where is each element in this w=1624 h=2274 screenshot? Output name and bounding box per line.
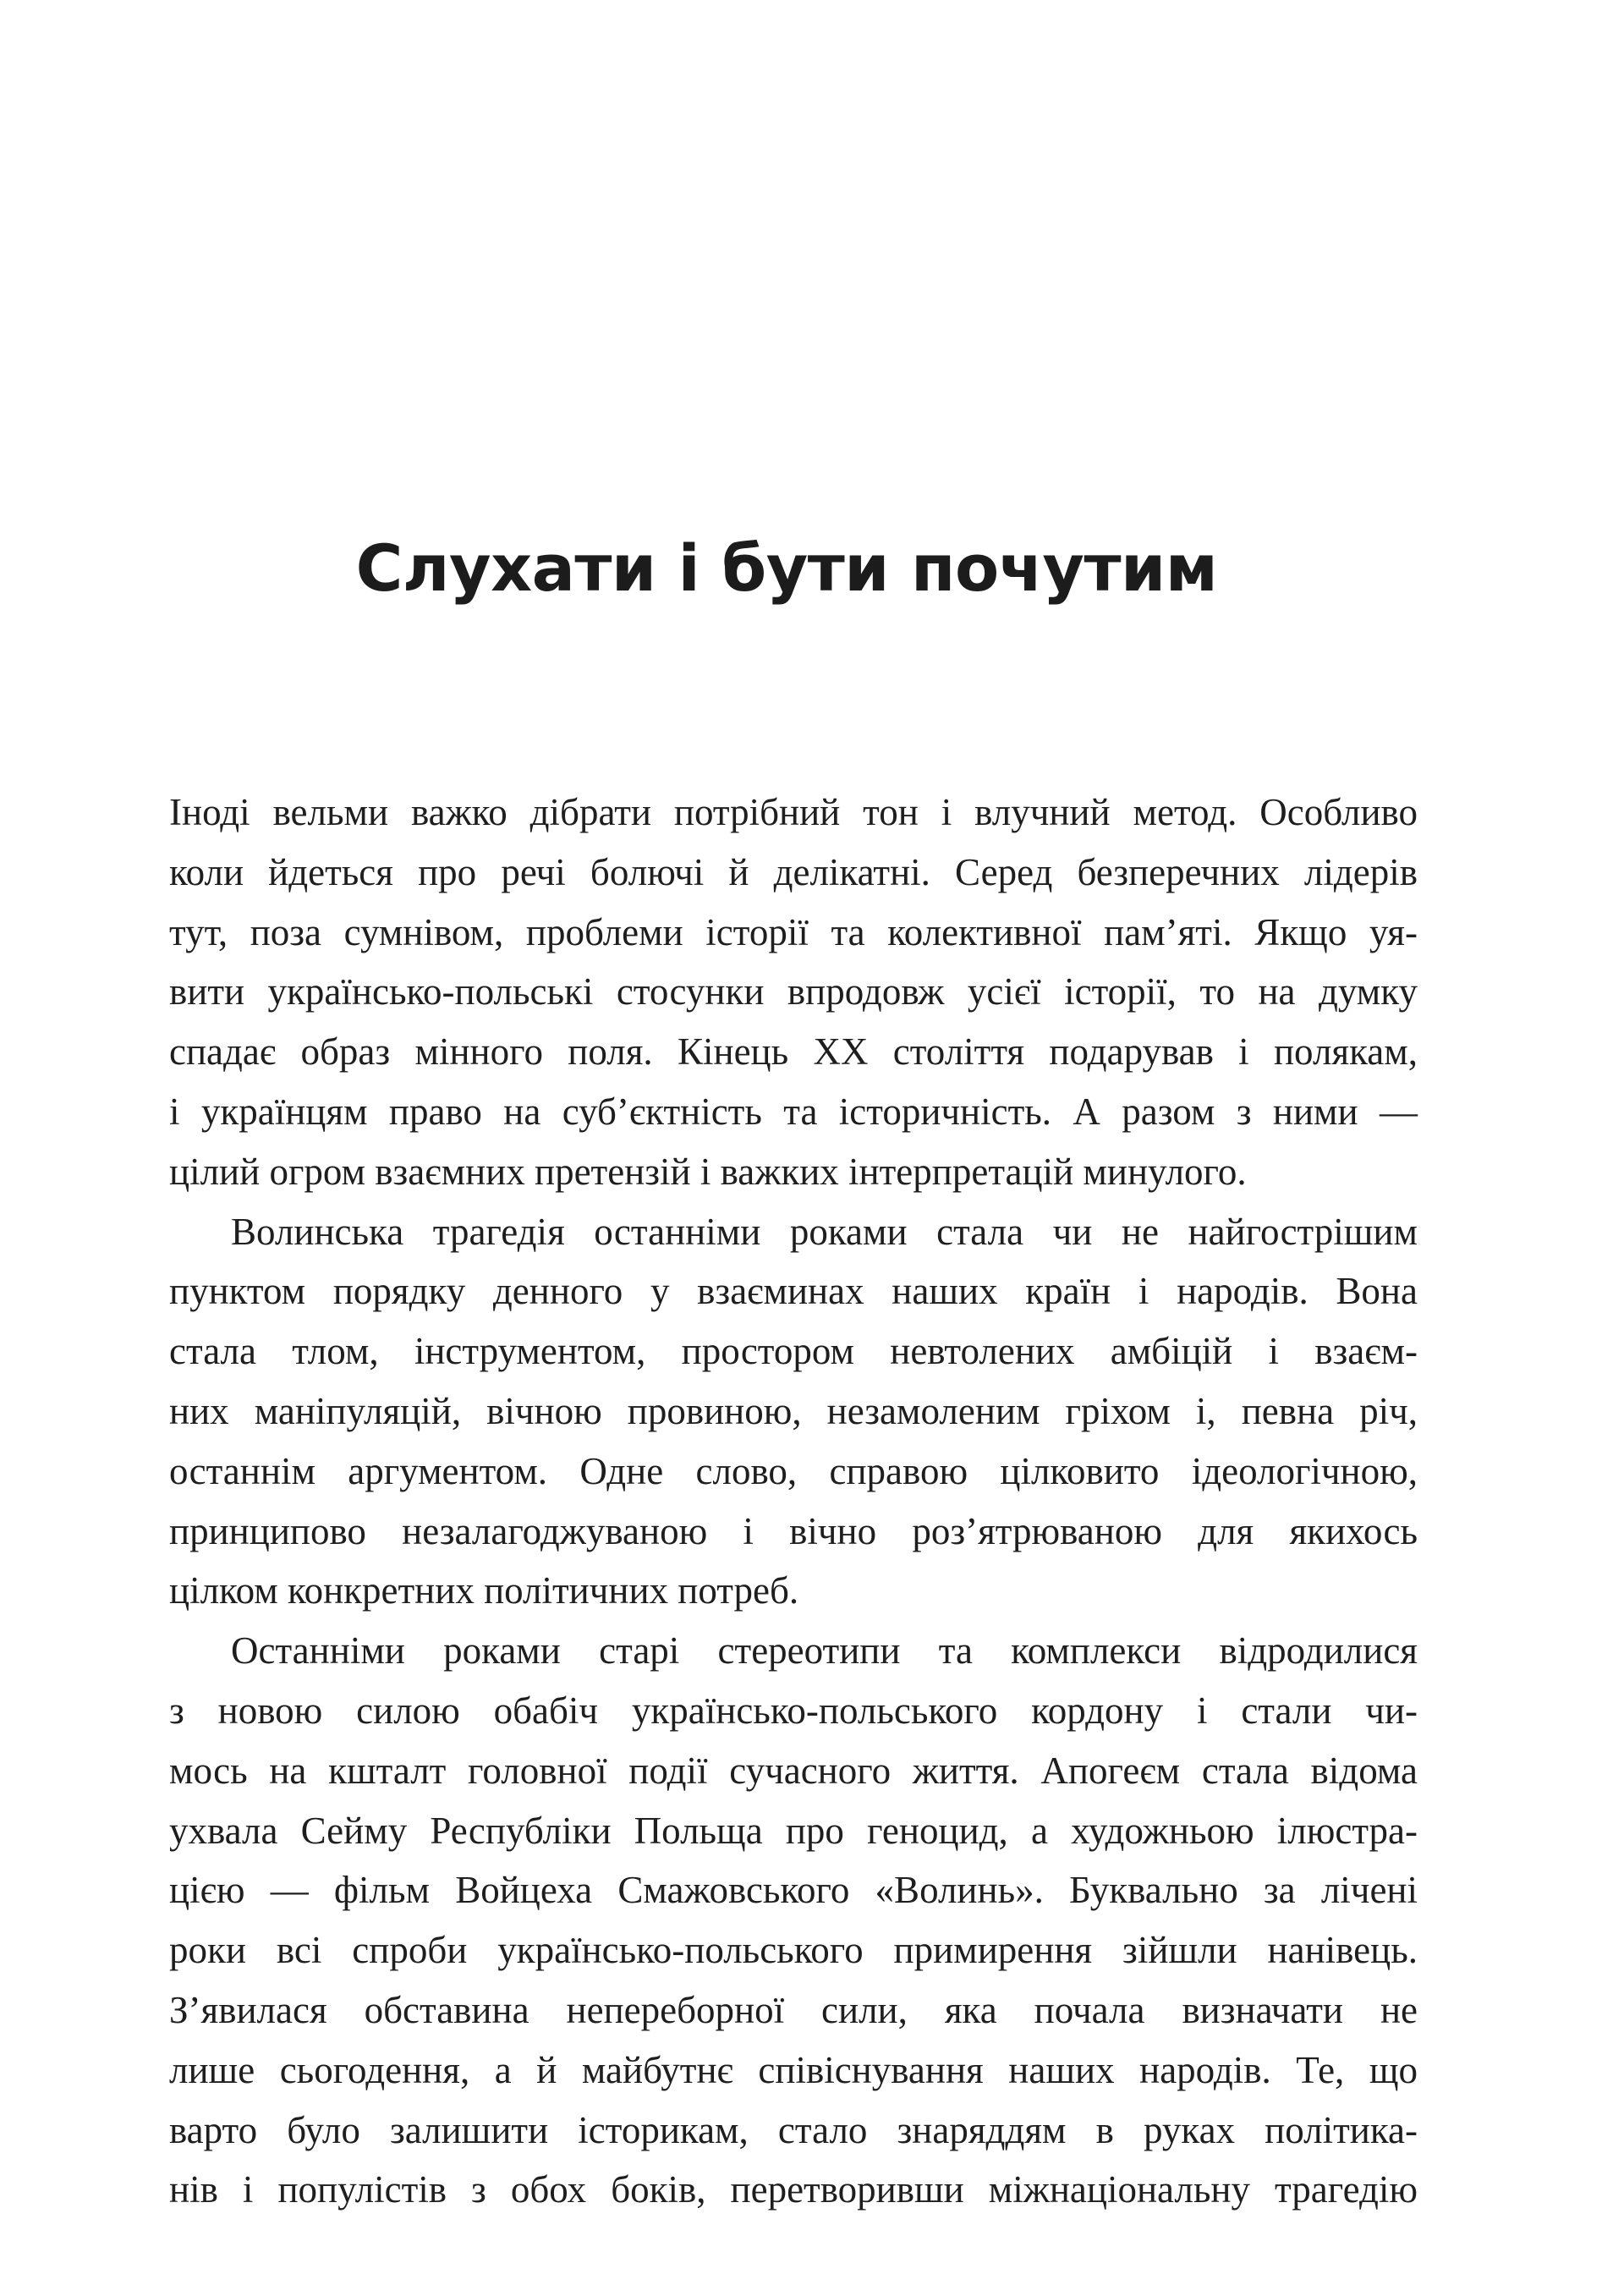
text-line: цілий огром взаємних претензій і важких інтерпретацій минулого.	[169, 1150, 1247, 1193]
text-line: мось на кшталт головної події сучасного життя. Апогеєм стала відома	[169, 1749, 1418, 1792]
text-line: З’явилася обставина непереборної сили, яка почала визначати не	[169, 1988, 1418, 2031]
text-line: Волинська трагедія останніми роками стала чи не найгострішим	[231, 1210, 1418, 1253]
text-line: тут, поза сумнівом, проблеми історії та колективної пам’яті. Якщо уя-	[169, 910, 1418, 953]
text-line: спадає образ мінного поля. Кінець XX століття подарував і полякам,	[169, 1030, 1418, 1074]
text-line: варто було залишити історикам, стало знаряддям в руках політика-	[169, 2108, 1418, 2151]
text-line: Останніми роками старі стереотипи та комплекси відродилися	[231, 1629, 1418, 1673]
chapter-body	[169, 783, 1418, 2220]
text-line: лише сьогодення, а й майбутнє співіснування наших народів. Те, що	[169, 2048, 1418, 2091]
text-line: них маніпуляцій, вічною провиною, незамоленим гріхом і, певна річ,	[169, 1389, 1418, 1432]
text-line: вити українсько-польські стосунки впродовж усієї історії, то на думку	[169, 970, 1418, 1013]
text-line: цілком конкретних політичних потреб.	[169, 1569, 799, 1612]
text-line: останнім аргументом. Одне слово, справою цілковито ідеологічною,	[169, 1449, 1418, 1492]
paragraph	[169, 1621, 1418, 2220]
text-line: роки всі спроби українсько-польського примирення зійшли нанівець.	[169, 1929, 1418, 1972]
text-line: цією — фільм Войцеха Смажовського «Волинь». Буквально за лічені	[169, 1869, 1418, 1912]
text-line: стала тлом, інструментом, простором невтолених амбіцій і взаєм-	[169, 1330, 1418, 1373]
paragraph	[169, 1202, 1418, 1622]
paragraph	[169, 783, 1418, 1202]
chapter-title: Слухати і бути почутим	[355, 530, 1218, 606]
text-line: коли йдеться про речі болючі й делікатні. Серед безперечних лідерів	[169, 850, 1418, 893]
text-line: нів і популістів з обох боків, перетворивши міжнаціональну трагедію	[169, 2168, 1418, 2211]
text-line: Іноді вельми важко дібрати потрібний тон і влучний метод. Особливо	[169, 791, 1418, 833]
text-line: пунктом порядку денного у взаєминах наших країн і народів. Вона	[169, 1270, 1418, 1313]
text-line: і українцям право на суб’єктність та історичність. А разом з ними —	[169, 1090, 1418, 1133]
text-line: принципово незалагоджуваною і вічно роз’ятрюваною для якихось	[169, 1509, 1418, 1552]
text-line: з новою силою обабіч українсько-польського кордону і стали чи-	[169, 1689, 1418, 1732]
text-line: ухвала Сейму Республіки Польща про геноцид, а художньою ілюстра-	[169, 1809, 1418, 1852]
